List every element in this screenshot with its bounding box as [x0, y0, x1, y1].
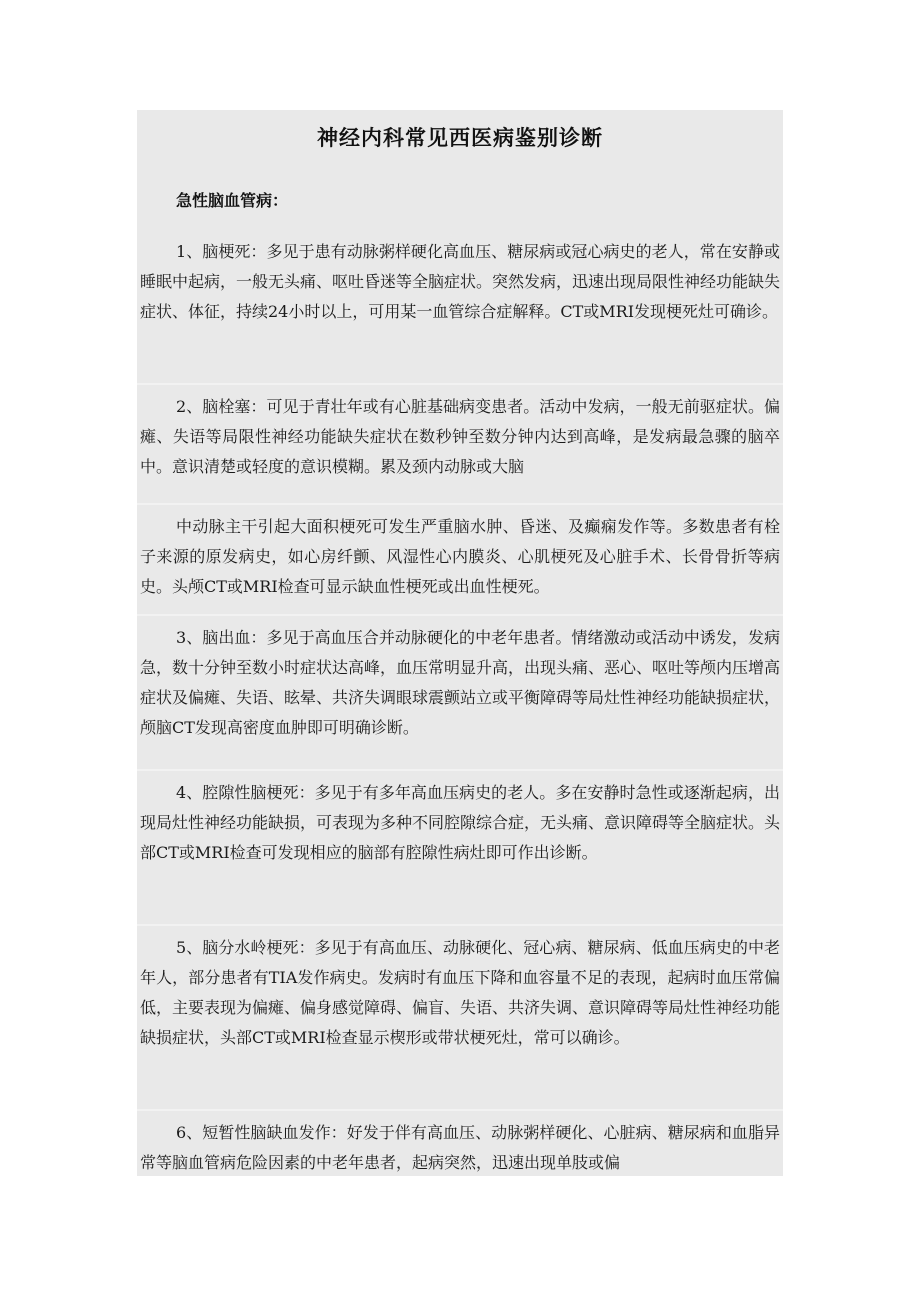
paragraph-divider: [137, 924, 783, 926]
paragraph-cerebral-embolism: 2、脑栓塞：可见于青壮年或有心脏基础病变患者。活动中发病，一般无前驱症状。偏瘫、失语等局限性神经功能缺失症状在数秒钟至数分钟内达到高峰，是发病最急骤的脑卒中。意识清楚或轻度的意识模糊。累及颈内动脉或大脑: [140, 397, 780, 476]
document-page: [137, 110, 783, 1176]
paragraph-transient-ischemic-attack: 6、短暂性脑缺血发作：好发于伴有高血压、动脉粥样硬化、心脏病、糖尿病和血脂异常等脑血管病危险因素的中老年患者，起病突然，迅速出现单肢或偏: [140, 1123, 780, 1172]
paragraph-cerebral-infarction: 1、脑梗死：多见于患有动脉粥样硬化高血压、糖尿病或冠心病史的老人，常在安静或睡眠中起病，一般无头痛、呕吐昏迷等全脑症状。突然发病，迅速出现局限性神经功能缺失症状、体征，持续24小时以上，可用某一血管综合症解释。CT或MRI发现梗死灶可确诊。: [140, 242, 781, 321]
paragraph-divider: [137, 383, 783, 385]
paragraph-watershed-infarction: 5、脑分水岭梗死：多见于有高血压、动脉硬化、冠心病、糖尿病、低血压病史的中老年人，部分患者有TIA发作病史。发病时有血压下降和血容量不足的表现，起病时血压常偏低，主要表现为偏瘫、偏身感觉障碍、偏盲、失语、共济失调、意识障碍等局灶性神经功能缺损症状，头部CT或MRI检查显示楔形或带状梗死灶，常可以确诊。: [140, 938, 781, 1047]
paragraph-cerebral-hemorrhage: 3、脑出血：多见于高血压合并动脉硬化的中老年患者。情绪激动或活动中诱发，发病急，数十分钟至数小时症状达高峰，血压常明显升高，出现头痛、恶心、呕吐等颅内压增高症状及偏瘫、失语、眩晕、共济失调眼球震颤站立或平衡障碍等局灶性神经功能缺损症状，颅脑CT发现高密度血肿即可明确诊断。: [140, 628, 781, 737]
paragraph-divider: [137, 503, 783, 505]
document-title: 神经内科常见西医病鉴别诊断: [317, 126, 603, 150]
paragraph-divider: [137, 769, 783, 771]
paragraph-divider: [137, 1109, 783, 1111]
paragraph-lacunar-infarction: 4、腔隙性脑梗死：多见于有多年高血压病史的老人。多在安静时急性或逐渐起病，出现局灶性神经功能缺损，可表现为多种不同腔隙综合症，无头痛、意识障碍等全脑症状。头部CT或MRI检查可发现相应的脑部有腔隙性病灶即可作出诊断。: [140, 783, 781, 862]
section-heading: 急性脑血管病：: [176, 191, 289, 210]
paragraph-divider: [137, 614, 783, 616]
paragraph-cerebral-embolism-continued: 中动脉主干引起大面积梗死可发生严重脑水肿、昏迷、及癫痫发作等。多数患者有栓子来源的原发病史，如心房纤颤、风湿性心内膜炎、心肌梗死及心脏手术、长骨骨折等病史。头颅CT或MRI检查可显示缺血性梗死或出血性梗死。: [140, 517, 780, 596]
